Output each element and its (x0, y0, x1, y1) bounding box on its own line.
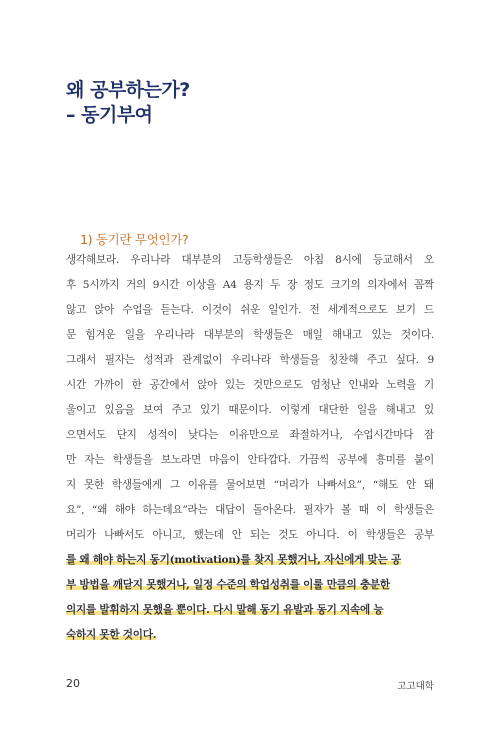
body-line: 으면서도 단지 성적이 낮다는 이유만으로 좌절하거나, 수업시간마다 잠 (66, 429, 434, 441)
page-number: 20 (66, 677, 80, 690)
body-line: 후 5시까지 거의 9시간 이상을 A4 용지 두 장 정도 크기의 의자에서 꼼짝 (66, 279, 434, 291)
body-line: 만 자는 학생들을 보노라면 마음이 안타깝다. 가끔씩 공부에 흥미를 붙이 (66, 454, 434, 466)
body-line: 요”, “왜 해야 하는데요”라는 대답이 돌아온다. 필자가 볼 때 이 학생들은 (66, 504, 434, 516)
body-line: 지 못한 학생들에게 그 이유를 물어보면 “머리가 나빠서요”, “해도 안 돼 (66, 479, 434, 491)
highlighted-text: 를 왜 해야 하는지 동기(motivation)를 찾지 못했거나, 자신에게 맞는 공 (66, 554, 401, 566)
body-line: 머리가 나빠서도 아니고, 했는데 안 되는 것도 아니다. 이 학생들은 공부 (66, 529, 434, 541)
body-line: 시간 가까이 한 공간에서 앉아 있는 것만으로도 엄청난 인내와 노력을 기 (66, 379, 434, 391)
body-line: 울이고 있음을 보여 주고 있기 때문이다. 이렇게 대단한 일을 해내고 있 (66, 404, 434, 416)
highlighted-text: 숙하지 못한 것이다. (66, 629, 157, 641)
highlighted-text: 부 방법을 깨닫지 못했거나, 일정 수준의 학업성취를 이룰 만큼의 충분한 (66, 579, 390, 591)
highlighted-text: 의지를 발휘하지 못했을 뿐이다. 다시 말해 동기 유발과 동기 지속에 능 (66, 604, 384, 616)
chapter-title (66, 78, 190, 128)
body-line: 문 힘겨운 일을 우리나라 대부분의 학생들은 매일 해내고 있는 것이다. (66, 329, 434, 341)
highlighted-line (66, 573, 434, 598)
body-line: 않고 앉아 수업을 듣는다. 이것이 쉬운 일인가. 전 세계적으로도 보기 드 (66, 304, 434, 316)
chapter-title-line-2: – 동기부여 (66, 104, 153, 126)
section-heading: 1) 동기란 무엇인가? (80, 232, 189, 247)
highlighted-line (66, 548, 434, 573)
body-paragraph (66, 248, 434, 648)
body-line: 생각해보라. 우리나라 대부분의 고등학생들은 아침 8시에 등교해서 오 (66, 254, 434, 266)
running-footer: 고고대학 (397, 681, 434, 692)
highlighted-line (66, 623, 434, 648)
body-line: 그래서 필자는 성적과 관계없이 우리나라 학생들을 칭찬해 주고 싶다. 9 (66, 354, 434, 366)
chapter-title-line-1: 왜 공부하는가? (66, 79, 190, 101)
highlighted-line (66, 598, 434, 623)
